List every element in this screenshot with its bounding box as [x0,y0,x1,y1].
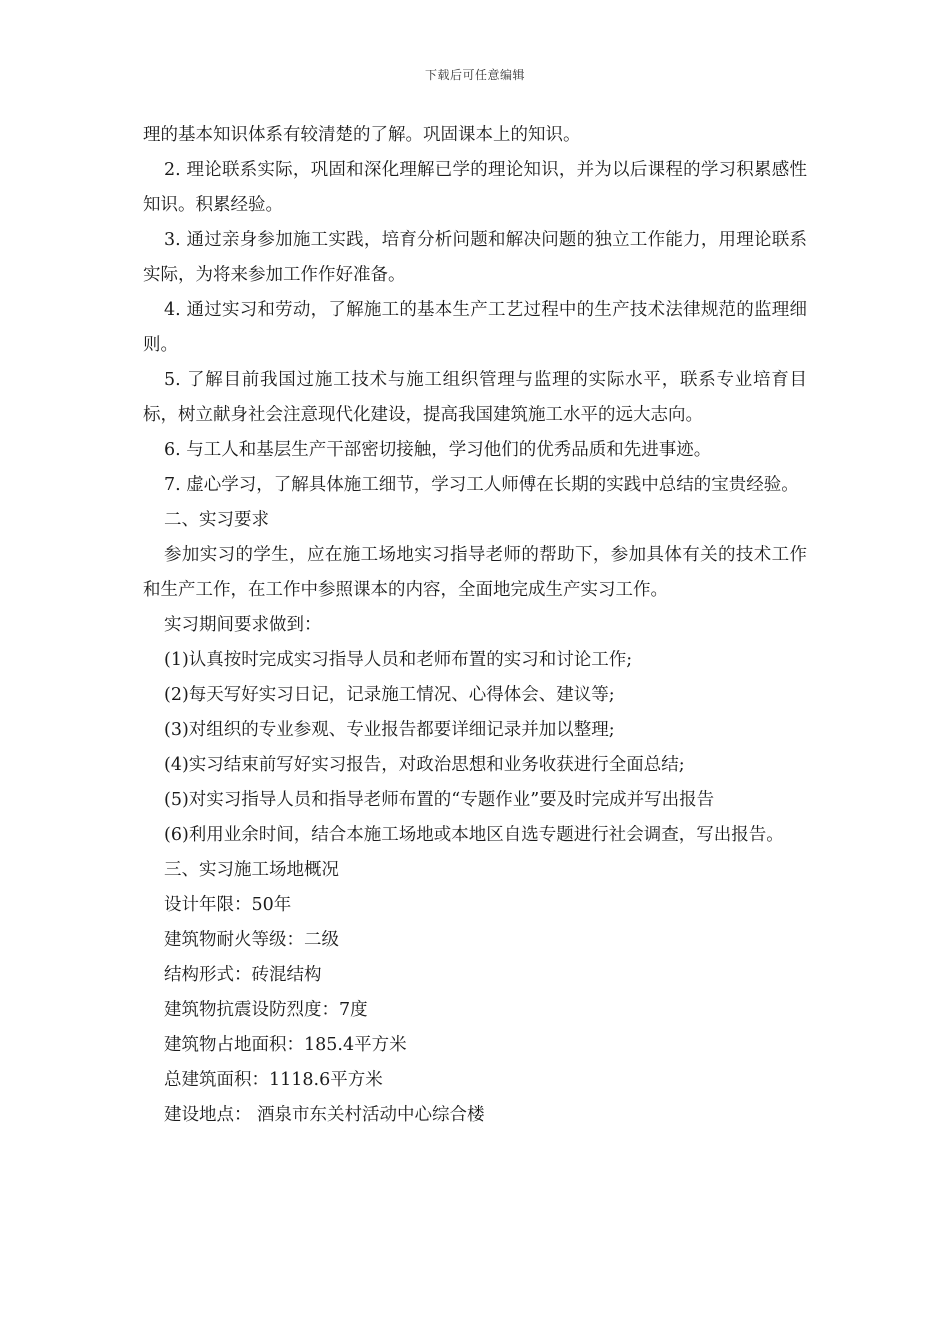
site-fire-rating: 建筑物耐火等级：二级 [164,930,339,950]
requirement-item-2: (2)每天写好实习日记，记录施工情况、心得体会、建议等; [164,685,615,705]
paragraph-continuation: 理的基本知识体系有较清楚的了解。巩固课本上的知识。 [143,125,581,145]
list-item-2: 2. 理论联系实际，巩固和深化理解已学的理论知识，并为以后课程的学习积累感性知识。积累经验。 [143,160,807,215]
site-location: 建设地点： 酒泉市东关村活动中心综合楼 [164,1105,485,1125]
section-heading-requirements: 二、实习要求 [164,510,269,530]
site-structure-type: 结构形式：砖混结构 [164,965,322,985]
list-item-7: 7. 虚心学习，了解具体施工细节，学习工人师傅在长期的实践中总结的宝贵经验。 [164,475,799,495]
requirements-paragraph: 参加实习的学生，应在施工场地实习指导老师的帮助下，参加具体有关的技术工作和生产工作，在工作中参照课本的内容，全面地完成生产实习工作。 [143,545,807,600]
requirement-item-3: (3)对组织的专业参观、专业报告都要详细记录并加以整理; [164,720,615,740]
list-item-6: 6. 与工人和基层生产干部密切接触，学习他们的优秀品质和先进事迹。 [164,440,712,460]
requirement-item-4: (4)实习结束前写好实习报告，对政治思想和业务收获进行全面总结; [164,755,685,775]
document-body [143,118,807,1133]
site-footprint-area: 建筑物占地面积：185.4平方米 [164,1035,407,1055]
requirement-item-5: (5)对实习指导人员和指导老师布置的“专题作业”要及时完成并写出报告 [164,790,715,810]
requirements-intro: 实习期间要求做到： [164,615,322,635]
list-item-3: 3. 通过亲身参加施工实践，培育分析问题和解决问题的独立工作能力，用理论联系实际，为将来参加工作作好准备。 [143,230,807,285]
site-seismic-intensity: 建筑物抗震设防烈度：7度 [164,1000,368,1020]
site-total-area: 总建筑面积：1118.6平方米 [164,1070,383,1090]
page-header: 下载后可任意编辑 [424,68,525,82]
list-item-5: 5. 了解目前我国过施工技术与施工组织管理与监理的实际水平，联系专业培育目标，树立献身社会注意现代化建设，提高我国建筑施工水平的远大志向。 [143,370,807,425]
site-design-life: 设计年限：50年 [164,895,292,915]
list-item-4: 4. 通过实习和劳动，了解施工的基本生产工艺过程中的生产技术法律规范的监理细则。 [143,300,807,355]
requirement-item-1: (1)认真按时完成实习指导人员和老师布置的实习和讨论工作; [164,650,633,670]
section-heading-site-overview: 三、实习施工场地概况 [164,860,339,880]
requirement-item-6: (6)利用业余时间，结合本施工场地或本地区自选专题进行社会调查，写出报告。 [164,825,784,845]
